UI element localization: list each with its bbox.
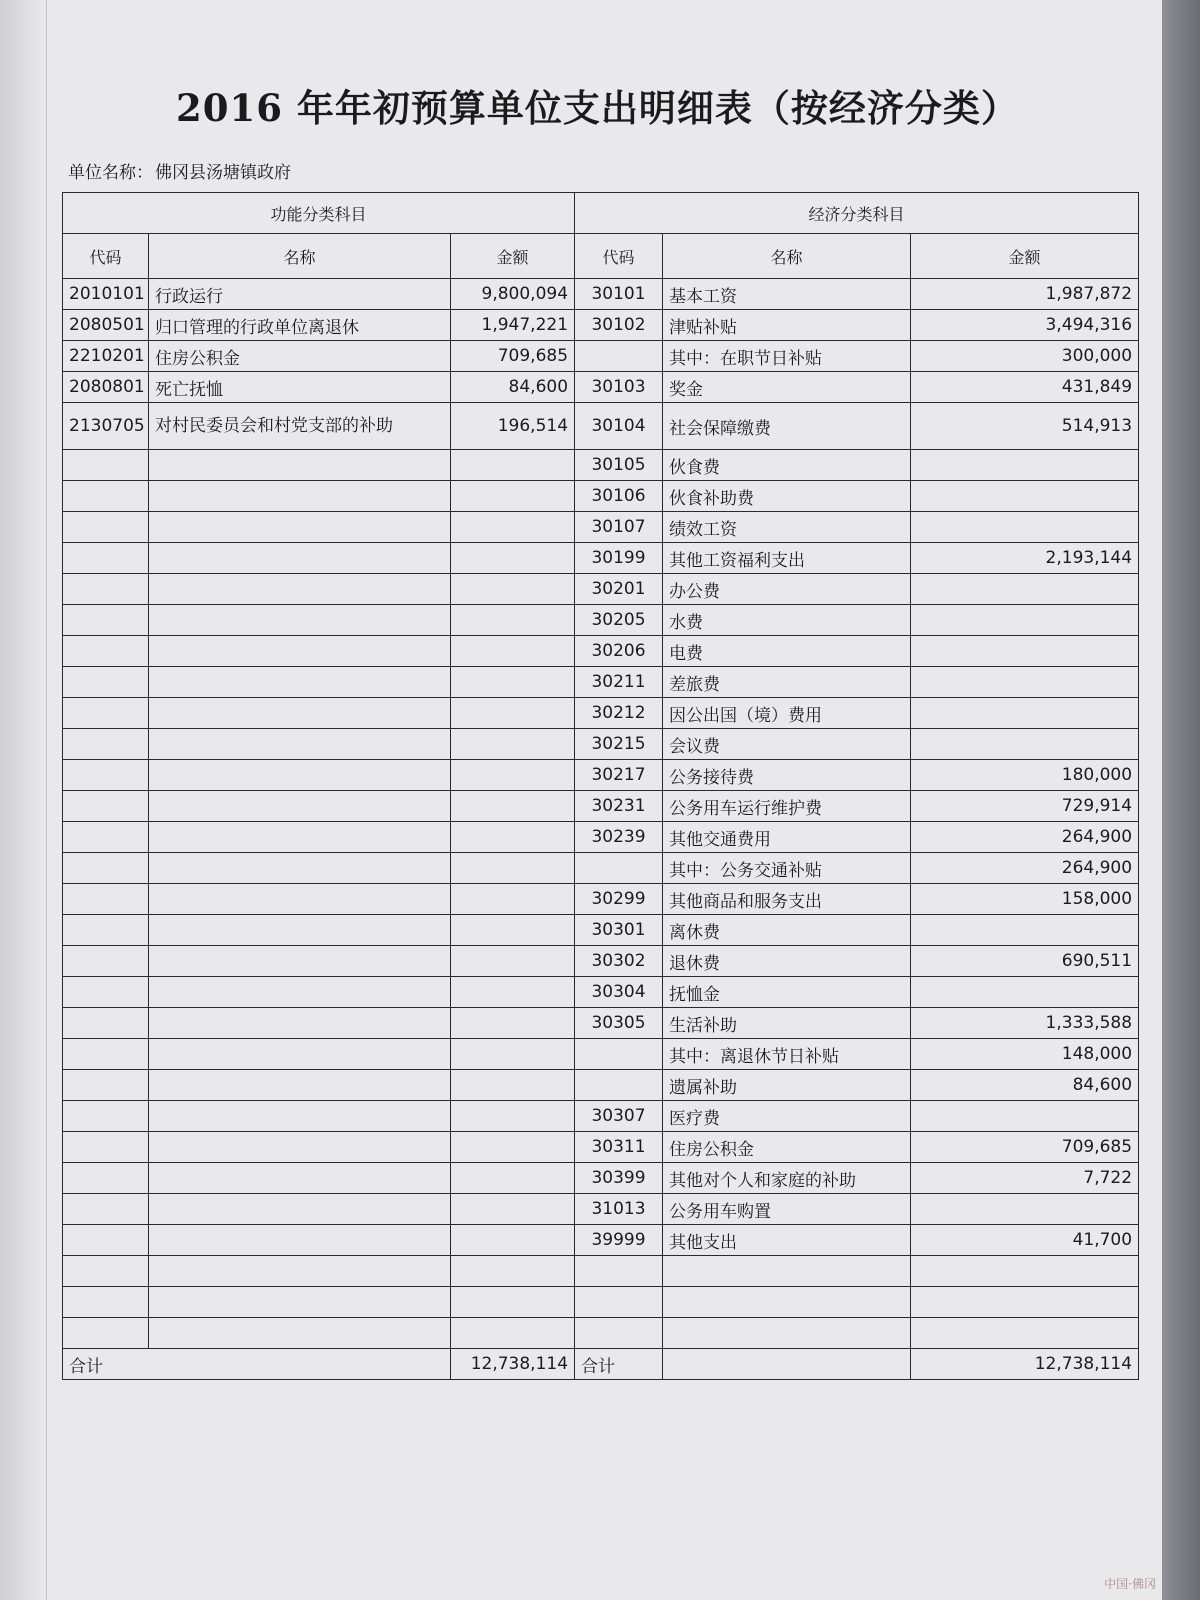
func-amount-cell: 709,685 (451, 341, 575, 372)
func-amount-cell (451, 946, 575, 977)
func-amount-cell (451, 574, 575, 605)
econ-amount-cell: 690,511 (911, 946, 1139, 977)
econ-amount-cell (911, 481, 1139, 512)
table-row (63, 1194, 1139, 1225)
func-amount-cell (451, 605, 575, 636)
func-amount-cell (451, 1225, 575, 1256)
econ-name-cell: 奖金 (663, 372, 911, 403)
econ-name-cell: 伙食补助费 (663, 481, 911, 512)
econ-name-cell: 公务用车运行维护费 (663, 791, 911, 822)
econ-code-cell: 30239 (575, 822, 663, 853)
func-amount-cell (451, 1318, 575, 1349)
func-amount-cell: 196,514 (451, 403, 575, 450)
econ-code-cell: 30101 (575, 279, 663, 310)
econ-code-cell: 30205 (575, 605, 663, 636)
func-code-cell (63, 574, 149, 605)
econ-amount-cell (911, 512, 1139, 543)
func-amount-cell (451, 481, 575, 512)
func-name-cell (149, 1163, 451, 1194)
econ-name-cell: 绩效工资 (663, 512, 911, 543)
func-name-cell (149, 1256, 451, 1287)
econ-code-cell (575, 341, 663, 372)
econ-name-cell (663, 1287, 911, 1318)
func-code-cell (63, 1256, 149, 1287)
econ-amount-cell: 2,193,144 (911, 543, 1139, 574)
func-amount-cell: 84,600 (451, 372, 575, 403)
econ-code-cell: 31013 (575, 1194, 663, 1225)
table-row (63, 1287, 1139, 1318)
econ-code-cell (575, 1287, 663, 1318)
func-name-cell (149, 1101, 451, 1132)
econ-name-cell: 公务接待费 (663, 760, 911, 791)
econ-name-cell: 其他支出 (663, 1225, 911, 1256)
econ-amount-cell (911, 1287, 1139, 1318)
func-name-cell (149, 1070, 451, 1101)
econ-name-cell: 办公费 (663, 574, 911, 605)
table-row (63, 791, 1139, 822)
econ-name-cell: 其他交通费用 (663, 822, 911, 853)
func-code-cell (63, 636, 149, 667)
func-name-cell (149, 822, 451, 853)
func-amount-cell (451, 512, 575, 543)
func-code-cell: 2210201 (63, 341, 149, 372)
func-code-cell (63, 450, 149, 481)
econ-code-cell: 30299 (575, 884, 663, 915)
func-amount-cell (451, 1194, 575, 1225)
econ-amount-cell (911, 1318, 1139, 1349)
econ-code-cell: 30212 (575, 698, 663, 729)
func-amount-cell (451, 760, 575, 791)
func-name-header: 名称 (149, 234, 451, 279)
econ-name-cell: 会议费 (663, 729, 911, 760)
func-name-cell (149, 481, 451, 512)
func-code-cell (63, 1287, 149, 1318)
table-row (63, 1070, 1139, 1101)
func-amount-cell (451, 884, 575, 915)
econ-amount-cell: 264,900 (911, 822, 1139, 853)
table-row (63, 450, 1139, 481)
func-code-cell (63, 1132, 149, 1163)
econ-name-cell: 遗属补助 (663, 1070, 911, 1101)
func-amount-cell: 1,947,221 (451, 310, 575, 341)
econ-name-cell: 生活补助 (663, 1008, 911, 1039)
econ-code-cell: 30305 (575, 1008, 663, 1039)
econ-amount-cell: 729,914 (911, 791, 1139, 822)
page-title: 2016 年年初预算单位支出明细表（按经济分类） (176, 86, 1019, 130)
econ-code-cell: 30206 (575, 636, 663, 667)
table-row (63, 977, 1139, 1008)
func-name-cell: 归口管理的行政单位离退休 (149, 310, 451, 341)
func-amount-cell (451, 636, 575, 667)
func-code-cell (63, 915, 149, 946)
table-row (63, 605, 1139, 636)
table-row (63, 543, 1139, 574)
table-body (63, 279, 1139, 1349)
func-name-cell (149, 1287, 451, 1318)
func-code-cell: 2080801 (63, 372, 149, 403)
func-name-cell (149, 543, 451, 574)
func-amount-header: 金额 (451, 234, 575, 279)
econ-amount-cell: 514,913 (911, 403, 1139, 450)
econ-name-cell: 其他工资福利支出 (663, 543, 911, 574)
table-row (63, 946, 1139, 977)
econ-total-label: 合计 (575, 1349, 663, 1380)
func-name-cell (149, 605, 451, 636)
econ-amount-cell (911, 574, 1139, 605)
econ-code-cell: 30399 (575, 1163, 663, 1194)
func-amount-cell (451, 1132, 575, 1163)
func-amount-cell (451, 822, 575, 853)
econ-code-cell: 39999 (575, 1225, 663, 1256)
func-code-cell (63, 1101, 149, 1132)
econ-amount-cell: 180,000 (911, 760, 1139, 791)
econ-code-cell: 30107 (575, 512, 663, 543)
func-name-cell (149, 853, 451, 884)
table-row (63, 853, 1139, 884)
func-name-cell: 对村民委员会和村党支部的补助 (149, 403, 451, 450)
table-row (63, 1163, 1139, 1194)
econ-name-cell: 其中：在职节日补贴 (663, 341, 911, 372)
func-amount-cell (451, 915, 575, 946)
econ-name-cell: 津贴补贴 (663, 310, 911, 341)
func-code-cell: 2130705 (63, 403, 149, 450)
econ-name-header: 名称 (663, 234, 911, 279)
table-row (63, 310, 1139, 341)
econ-amount-cell: 431,849 (911, 372, 1139, 403)
func-code-cell (63, 605, 149, 636)
econ-amount-cell (911, 915, 1139, 946)
table-row (63, 1225, 1139, 1256)
func-amount-cell (451, 1163, 575, 1194)
econ-name-cell: 其他商品和服务支出 (663, 884, 911, 915)
budget-table (62, 192, 1139, 1380)
econ-code-cell: 30104 (575, 403, 663, 450)
func-code-cell (63, 1225, 149, 1256)
econ-code-cell: 30211 (575, 667, 663, 698)
econ-name-cell: 差旅费 (663, 667, 911, 698)
func-code-cell (63, 791, 149, 822)
func-name-cell: 住房公积金 (149, 341, 451, 372)
func-code-cell (63, 481, 149, 512)
func-code-cell (63, 822, 149, 853)
econ-amount-cell (911, 450, 1139, 481)
func-name-cell (149, 450, 451, 481)
func-code-cell (63, 946, 149, 977)
econ-code-cell: 30304 (575, 977, 663, 1008)
table-row (63, 822, 1139, 853)
econ-code-cell: 30103 (575, 372, 663, 403)
econ-amount-cell: 7,722 (911, 1163, 1139, 1194)
func-name-cell (149, 636, 451, 667)
econ-amount-cell: 300,000 (911, 341, 1139, 372)
econ-code-cell: 30302 (575, 946, 663, 977)
econ-code-cell: 30217 (575, 760, 663, 791)
econ-amount-cell: 148,000 (911, 1039, 1139, 1070)
func-amount-cell (451, 450, 575, 481)
econ-amount-header: 金额 (911, 234, 1139, 279)
econ-name-cell (663, 1318, 911, 1349)
page-edge (1162, 0, 1200, 1600)
econ-amount-cell (911, 1101, 1139, 1132)
table-row (63, 372, 1139, 403)
func-code-cell (63, 1318, 149, 1349)
func-code-cell (63, 729, 149, 760)
func-name-cell: 死亡抚恤 (149, 372, 451, 403)
func-amount-cell (451, 698, 575, 729)
table-row (63, 1008, 1139, 1039)
econ-code-cell: 30105 (575, 450, 663, 481)
econ-amount-cell (911, 1194, 1139, 1225)
econ-code-cell: 30106 (575, 481, 663, 512)
func-name-cell (149, 1225, 451, 1256)
func-group-header: 功能分类科目 (63, 193, 575, 234)
func-amount-cell (451, 543, 575, 574)
func-amount-cell (451, 1101, 575, 1132)
func-code-cell: 2080501 (63, 310, 149, 341)
book-spine (0, 0, 47, 1600)
econ-amount-cell: 3,494,316 (911, 310, 1139, 341)
econ-name-cell: 退休费 (663, 946, 911, 977)
table-row (63, 1039, 1139, 1070)
econ-code-cell: 30301 (575, 915, 663, 946)
func-amount-cell (451, 729, 575, 760)
econ-amount-cell: 84,600 (911, 1070, 1139, 1101)
econ-amount-cell: 264,900 (911, 853, 1139, 884)
econ-code-cell: 30199 (575, 543, 663, 574)
econ-amount-cell: 1,987,872 (911, 279, 1139, 310)
econ-name-cell: 电费 (663, 636, 911, 667)
econ-amount-cell (911, 729, 1139, 760)
func-name-cell (149, 1194, 451, 1225)
econ-name-cell: 社会保障缴费 (663, 403, 911, 450)
table-row (63, 698, 1139, 729)
table-row (63, 1132, 1139, 1163)
table-row (63, 481, 1139, 512)
econ-amount-cell (911, 977, 1139, 1008)
func-total-amount: 12,738,114 (451, 1349, 575, 1380)
econ-name-cell: 公务用车购置 (663, 1194, 911, 1225)
econ-code-header: 代码 (575, 234, 663, 279)
func-name-cell (149, 915, 451, 946)
econ-amount-cell: 41,700 (911, 1225, 1139, 1256)
func-code-cell (63, 977, 149, 1008)
func-code-header: 代码 (63, 234, 149, 279)
table-row (63, 341, 1139, 372)
func-amount-cell (451, 667, 575, 698)
econ-amount-cell (911, 667, 1139, 698)
table-row (63, 636, 1139, 667)
func-code-cell: 2010101 (63, 279, 149, 310)
func-name-cell (149, 884, 451, 915)
econ-name-cell: 基本工资 (663, 279, 911, 310)
func-code-cell (63, 698, 149, 729)
econ-code-cell (575, 1318, 663, 1349)
func-code-cell (63, 543, 149, 574)
func-code-cell (63, 884, 149, 915)
econ-name-cell: 其中：公务交通补贴 (663, 853, 911, 884)
econ-name-cell: 住房公积金 (663, 1132, 911, 1163)
func-name-cell (149, 1008, 451, 1039)
econ-code-cell: 30201 (575, 574, 663, 605)
table-row (63, 915, 1139, 946)
func-amount-cell (451, 853, 575, 884)
table-row (63, 574, 1139, 605)
econ-amount-cell (911, 698, 1139, 729)
func-name-cell (149, 946, 451, 977)
econ-name-cell: 水费 (663, 605, 911, 636)
econ-total-spacer (663, 1349, 911, 1380)
econ-code-cell (575, 1039, 663, 1070)
table-row (63, 279, 1139, 310)
func-amount-cell (451, 1287, 575, 1318)
table-row (63, 667, 1139, 698)
func-code-cell (63, 760, 149, 791)
table-row (63, 760, 1139, 791)
func-name-cell (149, 667, 451, 698)
econ-code-cell: 30231 (575, 791, 663, 822)
func-code-cell (63, 1008, 149, 1039)
table-row (63, 512, 1139, 543)
econ-amount-cell: 158,000 (911, 884, 1139, 915)
func-amount-cell (451, 791, 575, 822)
unit-label: 单位名称： (68, 163, 153, 183)
econ-group-header: 经济分类科目 (575, 193, 1139, 234)
econ-amount-cell (911, 1256, 1139, 1287)
func-name-cell (149, 1318, 451, 1349)
econ-name-cell: 离休费 (663, 915, 911, 946)
table-row (63, 1318, 1139, 1349)
func-amount-cell (451, 977, 575, 1008)
table-row (63, 403, 1139, 450)
func-amount-cell (451, 1070, 575, 1101)
econ-code-cell: 30102 (575, 310, 663, 341)
func-name-cell (149, 512, 451, 543)
econ-amount-cell: 709,685 (911, 1132, 1139, 1163)
unit-line (68, 158, 293, 183)
econ-code-cell (575, 1256, 663, 1287)
table-row (63, 729, 1139, 760)
econ-name-cell: 因公出国（境）费用 (663, 698, 911, 729)
func-code-cell (63, 853, 149, 884)
econ-code-cell: 30311 (575, 1132, 663, 1163)
func-name-cell (149, 760, 451, 791)
func-name-cell: 行政运行 (149, 279, 451, 310)
func-code-cell (63, 1070, 149, 1101)
func-total-label: 合计 (63, 1349, 451, 1380)
func-name-cell (149, 977, 451, 1008)
func-name-cell (149, 729, 451, 760)
func-code-cell (63, 667, 149, 698)
econ-name-cell: 医疗费 (663, 1101, 911, 1132)
econ-code-cell (575, 1070, 663, 1101)
func-amount-cell (451, 1039, 575, 1070)
watermark: 中国·佛冈 (1104, 1577, 1156, 1591)
func-code-cell (63, 1194, 149, 1225)
func-name-cell (149, 1039, 451, 1070)
func-code-cell (63, 1039, 149, 1070)
unit-name: 佛冈县汤塘镇政府 (155, 163, 291, 183)
econ-code-cell: 30307 (575, 1101, 663, 1132)
func-name-cell (149, 791, 451, 822)
econ-amount-cell: 1,333,588 (911, 1008, 1139, 1039)
func-amount-cell (451, 1256, 575, 1287)
func-name-cell (149, 1132, 451, 1163)
table-row (63, 884, 1139, 915)
econ-name-cell (663, 1256, 911, 1287)
econ-amount-cell (911, 605, 1139, 636)
func-code-cell (63, 1163, 149, 1194)
func-amount-cell (451, 1008, 575, 1039)
econ-name-cell: 其中：离退休节日补贴 (663, 1039, 911, 1070)
table-row (63, 1256, 1139, 1287)
econ-amount-cell (911, 636, 1139, 667)
func-code-cell (63, 512, 149, 543)
econ-code-cell (575, 853, 663, 884)
func-amount-cell: 9,800,094 (451, 279, 575, 310)
econ-name-cell: 其他对个人和家庭的补助 (663, 1163, 911, 1194)
func-name-cell (149, 574, 451, 605)
func-name-cell (149, 698, 451, 729)
econ-total-amount: 12,738,114 (911, 1349, 1139, 1380)
econ-code-cell: 30215 (575, 729, 663, 760)
table-row (63, 1101, 1139, 1132)
econ-name-cell: 抚恤金 (663, 977, 911, 1008)
econ-name-cell: 伙食费 (663, 450, 911, 481)
